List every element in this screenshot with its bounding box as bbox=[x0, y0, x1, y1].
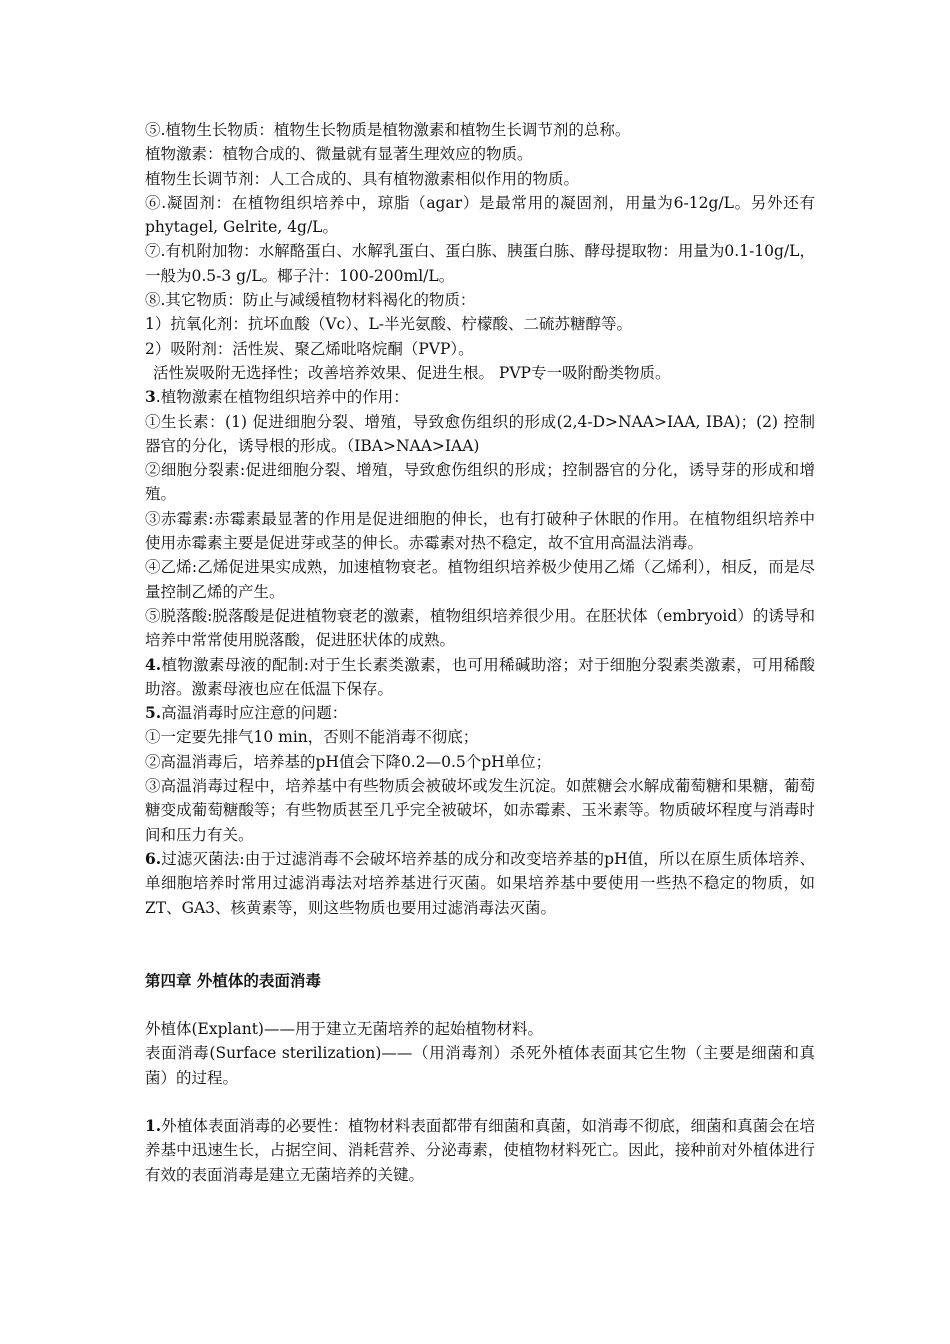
section-3-item-ethylene: ④乙烯:乙烯促进果实成熟，加速植物衰老。植物组织培养极少使用乙烯（乙烯利），相反，而是尽量控制乙烯的产生。 bbox=[145, 558, 815, 601]
section-3-item-auxin: ①生长素：(1) 促进细胞分裂、增殖，导致愈伤组织的形成(2,4-D>NAA>IAA, IBA)；(2) 控制器官的分化，诱导根的形成。（IBA>NAA>IAA) bbox=[145, 412, 815, 455]
paragraph-adsorbents: 2）吸附剂：活性炭、聚乙烯吡咯烷酮（PVP）。 bbox=[145, 339, 474, 358]
section-6-text: 过滤灭菌法:由于过滤消毒不会破坏培养基的成分和改变培养基的pH值，所以在原生质体培养、单细胞培养时常用过滤消毒法对培养基进行灭菌。如果培养基中要使用一些热不稳定的物质，如ZT、GA3、核黄素等，则这些物质也要用过滤消毒法灭菌。 bbox=[145, 849, 815, 917]
section-4-text: 植物激素母液的配制:对于生长素类激素，也可用稀碱助溶；对于细胞分裂素类激素，可用稀酸助溶。激素母液也应在低温下保存。 bbox=[145, 655, 815, 698]
paragraph-gelling-agent: ⑥.凝固剂：在植物组织培养中，琼脂（agar）是最常用的凝固剂，用量为6-12g/L。另外还有phytagel, Gelrite, 4g/L。 bbox=[145, 193, 815, 237]
section-4-number: 4. bbox=[145, 654, 162, 674]
spacer bbox=[145, 1090, 815, 1114]
chapter-4-point-1-text: 外植体表面消毒的必要性：植物材料表面都带有细菌和真菌，如消毒不彻底，细菌和真菌会在培养基中迅速生长，占据空间、消耗营养、分泌毒素，使植物材料死亡。因此，接种前对外植体进行有效的表面消毒是建立无菌培养的关键。 bbox=[145, 1116, 815, 1184]
section-6-number: 6. bbox=[145, 848, 162, 868]
section-3-number: 3 bbox=[145, 387, 156, 407]
spacer bbox=[145, 920, 815, 969]
section-3-heading bbox=[145, 385, 815, 409]
definition-explant: 外植体(Explant)——用于建立无菌培养的起始植物材料。 bbox=[145, 1020, 543, 1039]
section-3-item-abscisic-acid: ⑤脱落酸:脱落酸是促进植物衰老的激素，植物组织培养很少用。在胚状体（embryoid）的诱导和培养中常常使用脱落酸，促进胚状体的成熟。 bbox=[145, 606, 815, 650]
chapter-4-point-1 bbox=[145, 1114, 815, 1187]
section-5-number: 5. bbox=[145, 703, 162, 723]
section-5-item-ph-drop: ②高温消毒后，培养基的pH值会下降0.2—0.5个pH单位； bbox=[145, 752, 552, 771]
paragraph-activated-carbon: 活性炭吸附无选择性；改善培养效果、促进生根。 PVP专一吸附酚类物质。 bbox=[153, 363, 671, 382]
paragraph-organic-additives: ⑦.有机附加物：水解酪蛋白、水解乳蛋白、蛋白胨、胰蛋白胨、酵母提取物：用量为0.1-10g/L，一般为0.5-3 g/L。椰子汁：100-200ml/L。 bbox=[145, 242, 815, 285]
paragraph-growth-regulators: 植物生长调节剂：人工合成的、具有植物激素相似作用的物质。 bbox=[145, 169, 580, 188]
paragraph-other-substances: ⑧.其它物质：防止与减缓植物材料褐化的物质： bbox=[145, 291, 476, 310]
paragraph-antioxidants: 1）抗氧化剂：抗坏血酸（Vc）、L-半光氨酸、柠檬酸、二硫苏糖醇等。 bbox=[145, 315, 633, 334]
section-5-item-degradation: ③高温消毒过程中，培养基中有些物质会被破坏或发生沉淀。如蔗糖会水解成葡萄糖和果糖，葡萄糖变成葡萄糖酸等；有些物质甚至几乎完全被破坏，如赤霉素、玉米素等。物质破坏程度与消毒时间和压力有关。 bbox=[145, 777, 815, 844]
section-3-item-gibberellin: ③赤霉素:赤霉素最显著的作用是促进细胞的伸长，也有打破种子休眠的作用。在植物组织培养中使用赤霉素主要是促进芽或茎的伸长。赤霉素对热不稳定，故不宜用高温法消毒。 bbox=[145, 509, 815, 553]
chapter-4-title: 第四章 外植体的表面消毒 bbox=[145, 970, 321, 990]
document-body bbox=[145, 118, 815, 1187]
section-3-title: .植物激素在植物组织培养中的作用： bbox=[155, 388, 409, 407]
section-4-paragraph bbox=[145, 653, 815, 702]
paragraph-plant-growth-substances: ⑤.植物生长物质：植物生长物质是植物激素和植物生长调节剂的总称。 bbox=[145, 121, 631, 139]
definition-surface-sterilization: 表面消毒(Surface sterilization)——（用消毒剂）杀死外植体表面其它生物（主要是细菌和真菌）的过程。 bbox=[145, 1044, 815, 1087]
section-5-item-exhaust: ①一定要先排气10 min，否则不能消毒不彻底； bbox=[145, 728, 479, 747]
section-5-heading bbox=[145, 701, 815, 725]
chapter-4-point-1-number: 1. bbox=[145, 1115, 162, 1135]
paragraph-plant-hormones: 植物激素：植物合成的、微量就有显著生理效应的物质。 bbox=[145, 145, 533, 164]
spacer bbox=[145, 993, 815, 1017]
section-5-title: 高温消毒时应注意的问题： bbox=[161, 704, 348, 723]
section-3-item-cytokinin: ②细胞分裂素:促进细胞分裂、增殖，导致愈伤组织的形成；控制器官的分化，诱导芽的形成和增殖。 bbox=[145, 461, 815, 504]
section-6-paragraph bbox=[145, 847, 815, 920]
